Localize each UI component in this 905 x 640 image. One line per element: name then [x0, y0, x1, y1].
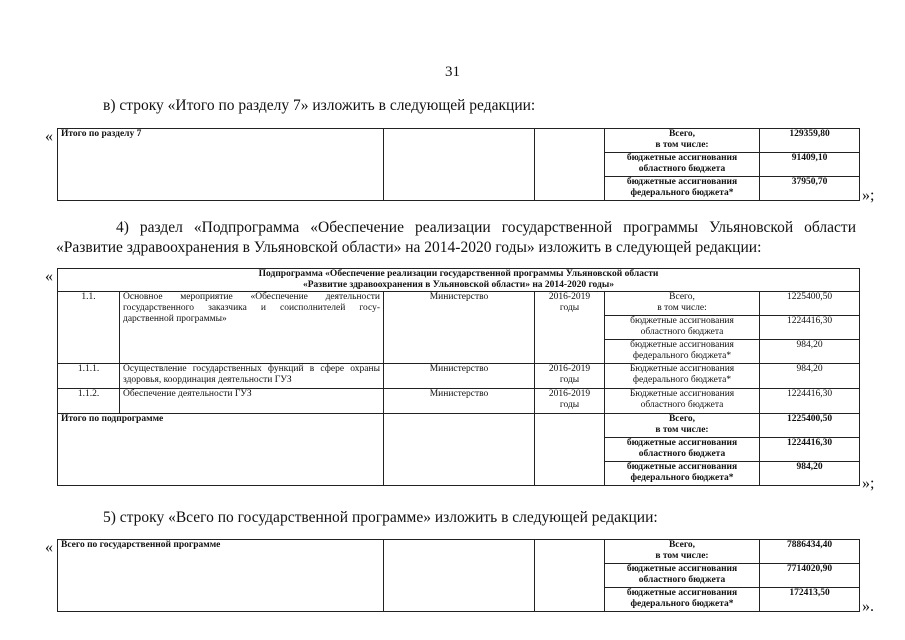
open-quote: «	[45, 128, 53, 145]
row-years: 2016-2019 годы	[535, 364, 605, 389]
amount-cell: 37950,70	[760, 177, 860, 201]
row-number: 1.1.	[58, 292, 120, 364]
row-years: 2016-2019 годы	[535, 292, 605, 364]
table-total-section7	[57, 128, 860, 201]
source-cell: Всего, в том числе:	[605, 540, 760, 564]
row-name: Основное мероприятие «Обеспечение деятельности государственного заказчика и соисполнителей госу-дарственной программы»	[120, 292, 384, 364]
close-quote: »;	[862, 187, 875, 204]
page-number: 31	[445, 64, 460, 80]
amount-cell: 1224416,30	[760, 438, 860, 462]
amount-cell: 984,20	[760, 340, 860, 364]
source-cell: бюджетные ассигнования федерального бюджета*	[605, 177, 760, 201]
source-cell: бюджетные ассигнования федерального бюджета*	[605, 340, 760, 364]
row-years: 2016-2019 годы	[535, 389, 605, 414]
close-quote: »;	[862, 475, 875, 492]
source-cell: Всего, в том числе:	[605, 414, 760, 438]
amount-cell: 1224416,30	[760, 316, 860, 340]
amount-cell: 91409,10	[760, 153, 860, 177]
paragraph-4: 4) раздел «Подпрограмма «Обеспечение реализации государственной программы Ульяновской области «Развитие здравоохранения в Ульяновской области» на 2014-2020 годы» изложить в следующей редакции:	[56, 219, 856, 256]
table-subprogram	[57, 268, 860, 486]
amount-cell: 1225400,50	[760, 292, 860, 316]
row-label: Итого по подпрограмме	[58, 414, 384, 486]
row-name: Осуществление государственных функций в сфере охраны здоровья, координация деятельности ГУЗ	[120, 364, 384, 389]
paragraph-b: в) строку «Итого по разделу 7» изложить в следующей редакции:	[103, 97, 536, 114]
source-cell: Всего, в том числе:	[605, 292, 760, 316]
source-cell: бюджетные ассигнования областного бюджета	[605, 564, 760, 588]
amount-cell: 7714020,90	[760, 564, 860, 588]
amount-cell: 984,20	[760, 462, 860, 486]
amount-cell: 984,20	[760, 364, 860, 389]
source-cell: Бюджетные ассигнования областного бюджета	[605, 389, 760, 414]
amount-cell: 172413,50	[760, 588, 860, 612]
paragraph-5: 5) строку «Всего по государственной программе» изложить в следующей редакции:	[103, 509, 658, 526]
row-number: 1.1.1.	[58, 364, 120, 389]
amount-cell: 7886434,40	[760, 540, 860, 564]
open-quote: «	[45, 268, 53, 285]
row-executor: Министерство	[384, 292, 535, 364]
source-cell: Всего, в том числе:	[605, 129, 760, 153]
source-cell: Бюджетные ассигнования федерального бюджета*	[605, 364, 760, 389]
source-cell: бюджетные ассигнования областного бюджета	[605, 438, 760, 462]
close-quote: ».	[862, 598, 874, 615]
source-cell: бюджетные ассигнования областного бюджета	[605, 153, 760, 177]
row-executor: Министерство	[384, 364, 535, 389]
source-cell: бюджетные ассигнования областного бюджета	[605, 316, 760, 340]
amount-cell: 129359,80	[760, 129, 860, 153]
row-number: 1.1.2.	[58, 389, 120, 414]
amount-cell: 1224416,30	[760, 389, 860, 414]
source-cell: бюджетные ассигнования федерального бюджета*	[605, 588, 760, 612]
row-label: Итого по разделу 7	[58, 129, 384, 201]
amount-cell: 1225400,50	[760, 414, 860, 438]
open-quote: «	[45, 539, 53, 556]
subprogram-header: Подпрограмма «Обеспечение реализации государственной программы Ульяновской области «Развитие здравоохранения в Ульяновской области» на 2014-2020 годы»	[58, 269, 860, 292]
table-total-program	[57, 539, 860, 612]
row-executor: Министерство	[384, 389, 535, 414]
source-cell: бюджетные ассигнования федерального бюджета*	[605, 462, 760, 486]
row-name: Обеспечение деятельности ГУЗ	[120, 389, 384, 414]
row-label: Всего по государственной программе	[58, 540, 384, 612]
